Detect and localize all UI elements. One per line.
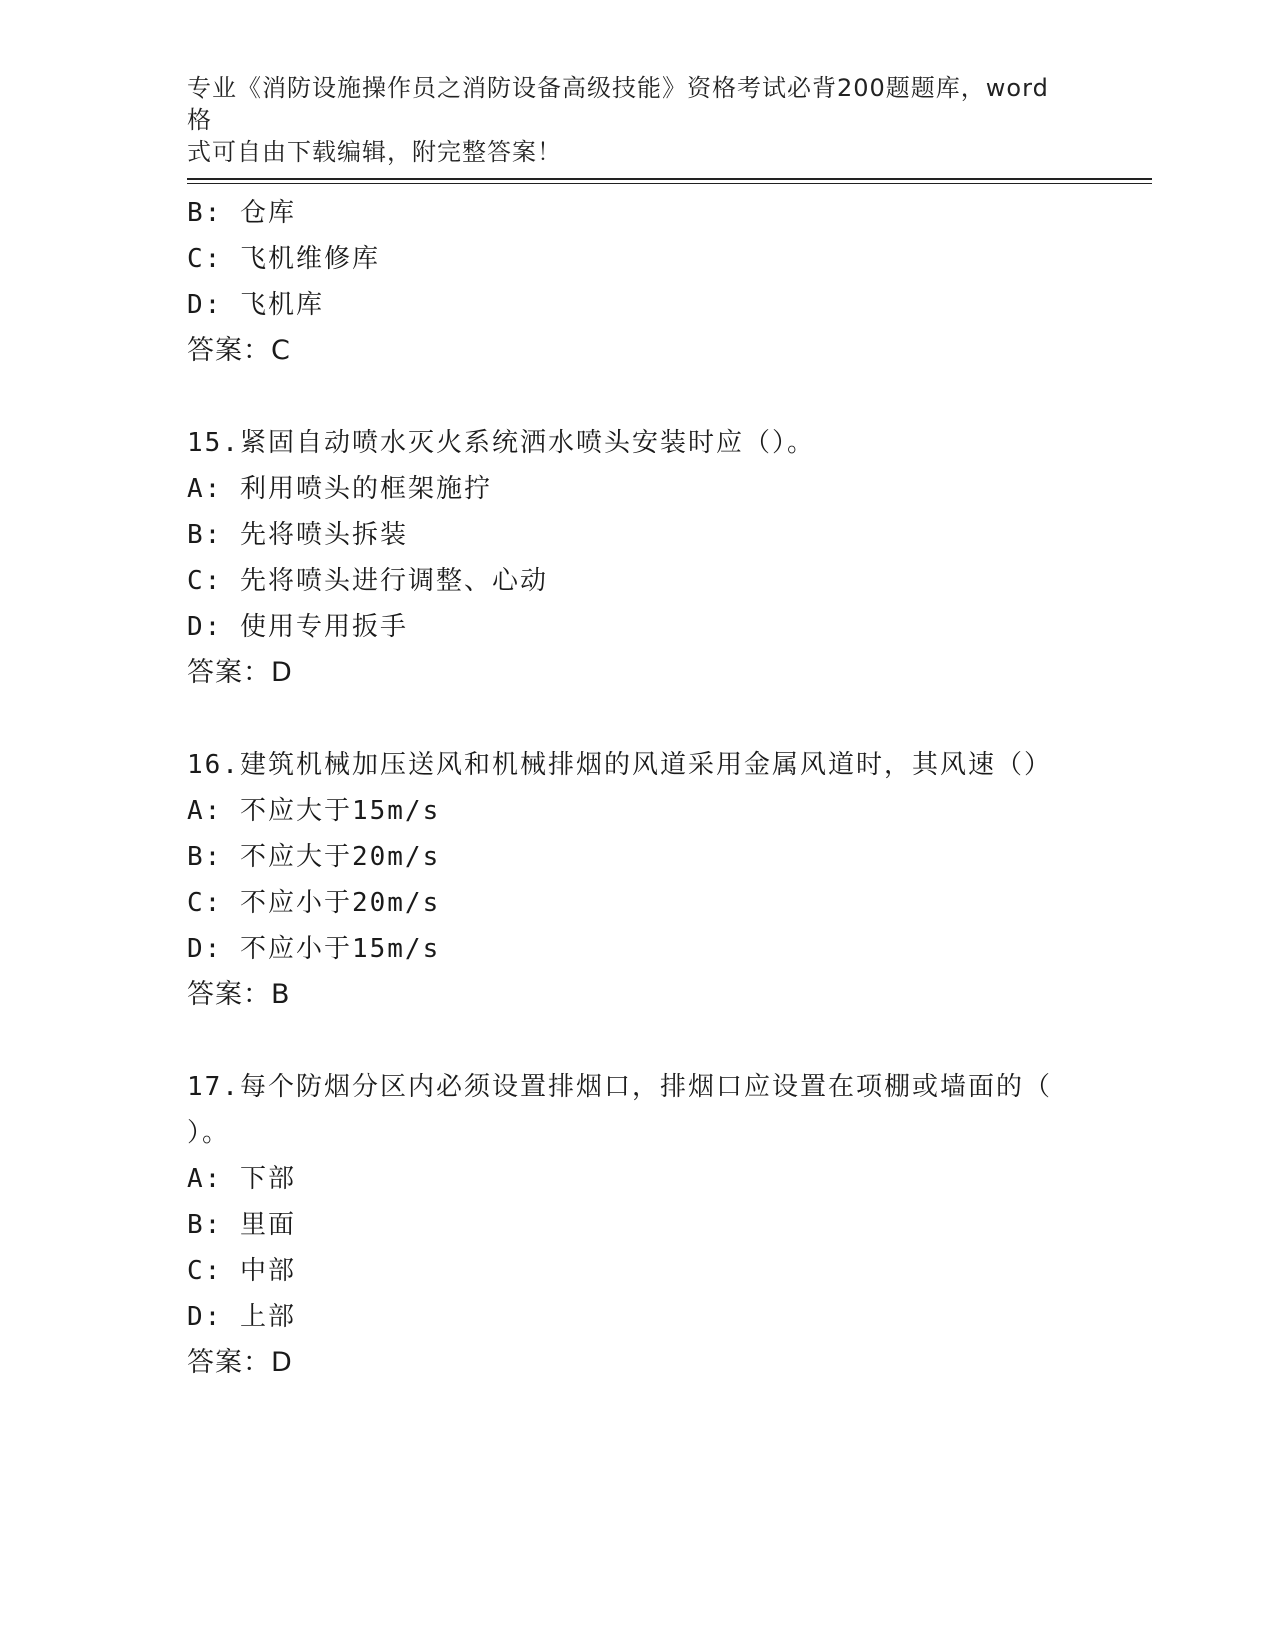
question-17 <box>187 1064 1087 1386</box>
spacer <box>187 696 1087 742</box>
question-list <box>187 190 1087 1386</box>
header-line-2: 式可自由下载编辑，附完整答案！ <box>187 138 562 166</box>
answer-line: 答案：B <box>187 979 291 1010</box>
option-d: D: 使用专用扳手 <box>187 612 408 642</box>
answer-line: 答案：D <box>187 657 293 688</box>
option-b: B: 里面 <box>187 1210 296 1240</box>
option-b: B: 仓库 <box>187 198 296 228</box>
header-rule-thin <box>187 183 1152 184</box>
header-line-1: 专业《消防设施操作员之消防设备高级技能》资格考试必背200题题库，word格 <box>187 74 1049 134</box>
spacer <box>187 374 1087 420</box>
option-a: A: 利用喷头的框架施拧 <box>187 474 492 504</box>
document-header <box>187 72 1067 168</box>
question-stem-line-1: 17.每个防烟分区内必须设置排烟口，排烟口应设置在项棚或墙面的（ <box>187 1072 1052 1102</box>
question-stem: 15.紧固自动喷水灭火系统洒水喷头安装时应（）。 <box>187 428 815 458</box>
answer-line: 答案：D <box>187 1347 293 1378</box>
question-stem-line-2: ）。 <box>187 1118 231 1148</box>
question-15 <box>187 420 1087 696</box>
option-a: A: 下部 <box>187 1164 296 1194</box>
spacer <box>187 1018 1087 1064</box>
answer-line: 答案：C <box>187 335 291 366</box>
option-b: B: 先将喷头拆装 <box>187 520 408 550</box>
option-d: D: 上部 <box>187 1302 296 1332</box>
option-c: C: 先将喷头进行调整、心动 <box>187 566 548 596</box>
question-14-continued <box>187 190 1087 374</box>
question-stem: 16.建筑机械加压送风和机械排烟的风道采用金属风道时，其风速（） <box>187 750 1052 780</box>
option-d: D: 飞机库 <box>187 290 324 320</box>
option-c: C: 飞机维修库 <box>187 244 380 274</box>
question-16 <box>187 742 1087 1018</box>
option-d: D: 不应小于15m/s <box>187 934 441 964</box>
option-c: C: 不应小于20m/s <box>187 888 441 918</box>
option-a: A: 不应大于15m/s <box>187 796 441 826</box>
header-rule-thick <box>187 178 1152 180</box>
option-b: B: 不应大于20m/s <box>187 842 441 872</box>
option-c: C: 中部 <box>187 1256 296 1286</box>
